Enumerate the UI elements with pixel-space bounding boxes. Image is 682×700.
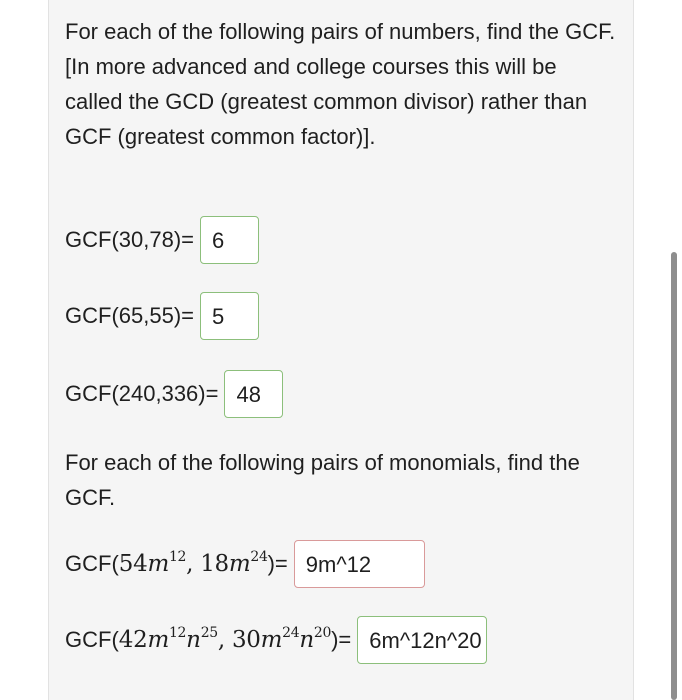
coef: 42 (118, 627, 148, 653)
gcf-label-1: GCF(30,78)= (65, 227, 194, 252)
math-expression (119, 627, 331, 653)
exponent: 12 (168, 625, 187, 641)
answer-input-3[interactable]: 48 (224, 370, 283, 418)
monomial-label-1 (65, 551, 288, 577)
answer-input-5[interactable]: 6m^12n^20 (357, 616, 487, 664)
instructions-numbers-text: For each of the following pairs of numbers, find the GCF. [In more advanced and college courses this will be called the GCD (greatest common divisor) rather than GCF (greatest common factor)]. (65, 19, 616, 149)
var: m (147, 627, 169, 653)
answer-input-4[interactable]: 9m^12 (294, 540, 425, 588)
math-expression (119, 551, 268, 577)
monomial-label-2 (65, 627, 351, 653)
var: m (147, 551, 169, 577)
instructions-monomials-text: For each of the following pairs of monomials, find the GCF. (65, 450, 580, 510)
coef: 18 (200, 551, 229, 577)
gcf-row-2 (65, 290, 259, 342)
monomial-row-2 (65, 614, 487, 666)
exponent: 24 (282, 625, 300, 641)
answer-input-1[interactable]: 6 (200, 216, 259, 264)
coef: 54 (118, 551, 148, 577)
coef: 30 (231, 627, 261, 653)
separator: , (186, 551, 201, 577)
instructions-monomials (65, 445, 620, 515)
answer-input-2[interactable]: 5 (200, 292, 259, 340)
var: m (228, 551, 251, 577)
exponent: 24 (250, 549, 268, 565)
gcf-row-1 (65, 214, 259, 266)
exponent: 12 (168, 549, 187, 565)
label-prefix: GCF( (65, 627, 119, 652)
var: n (186, 627, 201, 653)
scrollbar[interactable] (671, 252, 677, 700)
label-suffix: )= (331, 627, 352, 652)
exponent: 20 (313, 625, 332, 641)
gcf-label-2: GCF(65,55)= (65, 303, 194, 328)
separator: , (217, 627, 232, 653)
label-prefix: GCF( (65, 551, 119, 576)
var: n (299, 627, 314, 653)
instructions-numbers (65, 14, 620, 154)
gcf-row-3 (65, 368, 283, 420)
label-suffix: )= (267, 551, 288, 576)
gcf-label-3: GCF(240,336)= (65, 381, 219, 406)
var: m (260, 627, 283, 653)
exponent: 25 (200, 625, 218, 641)
monomial-row-1 (65, 538, 425, 590)
